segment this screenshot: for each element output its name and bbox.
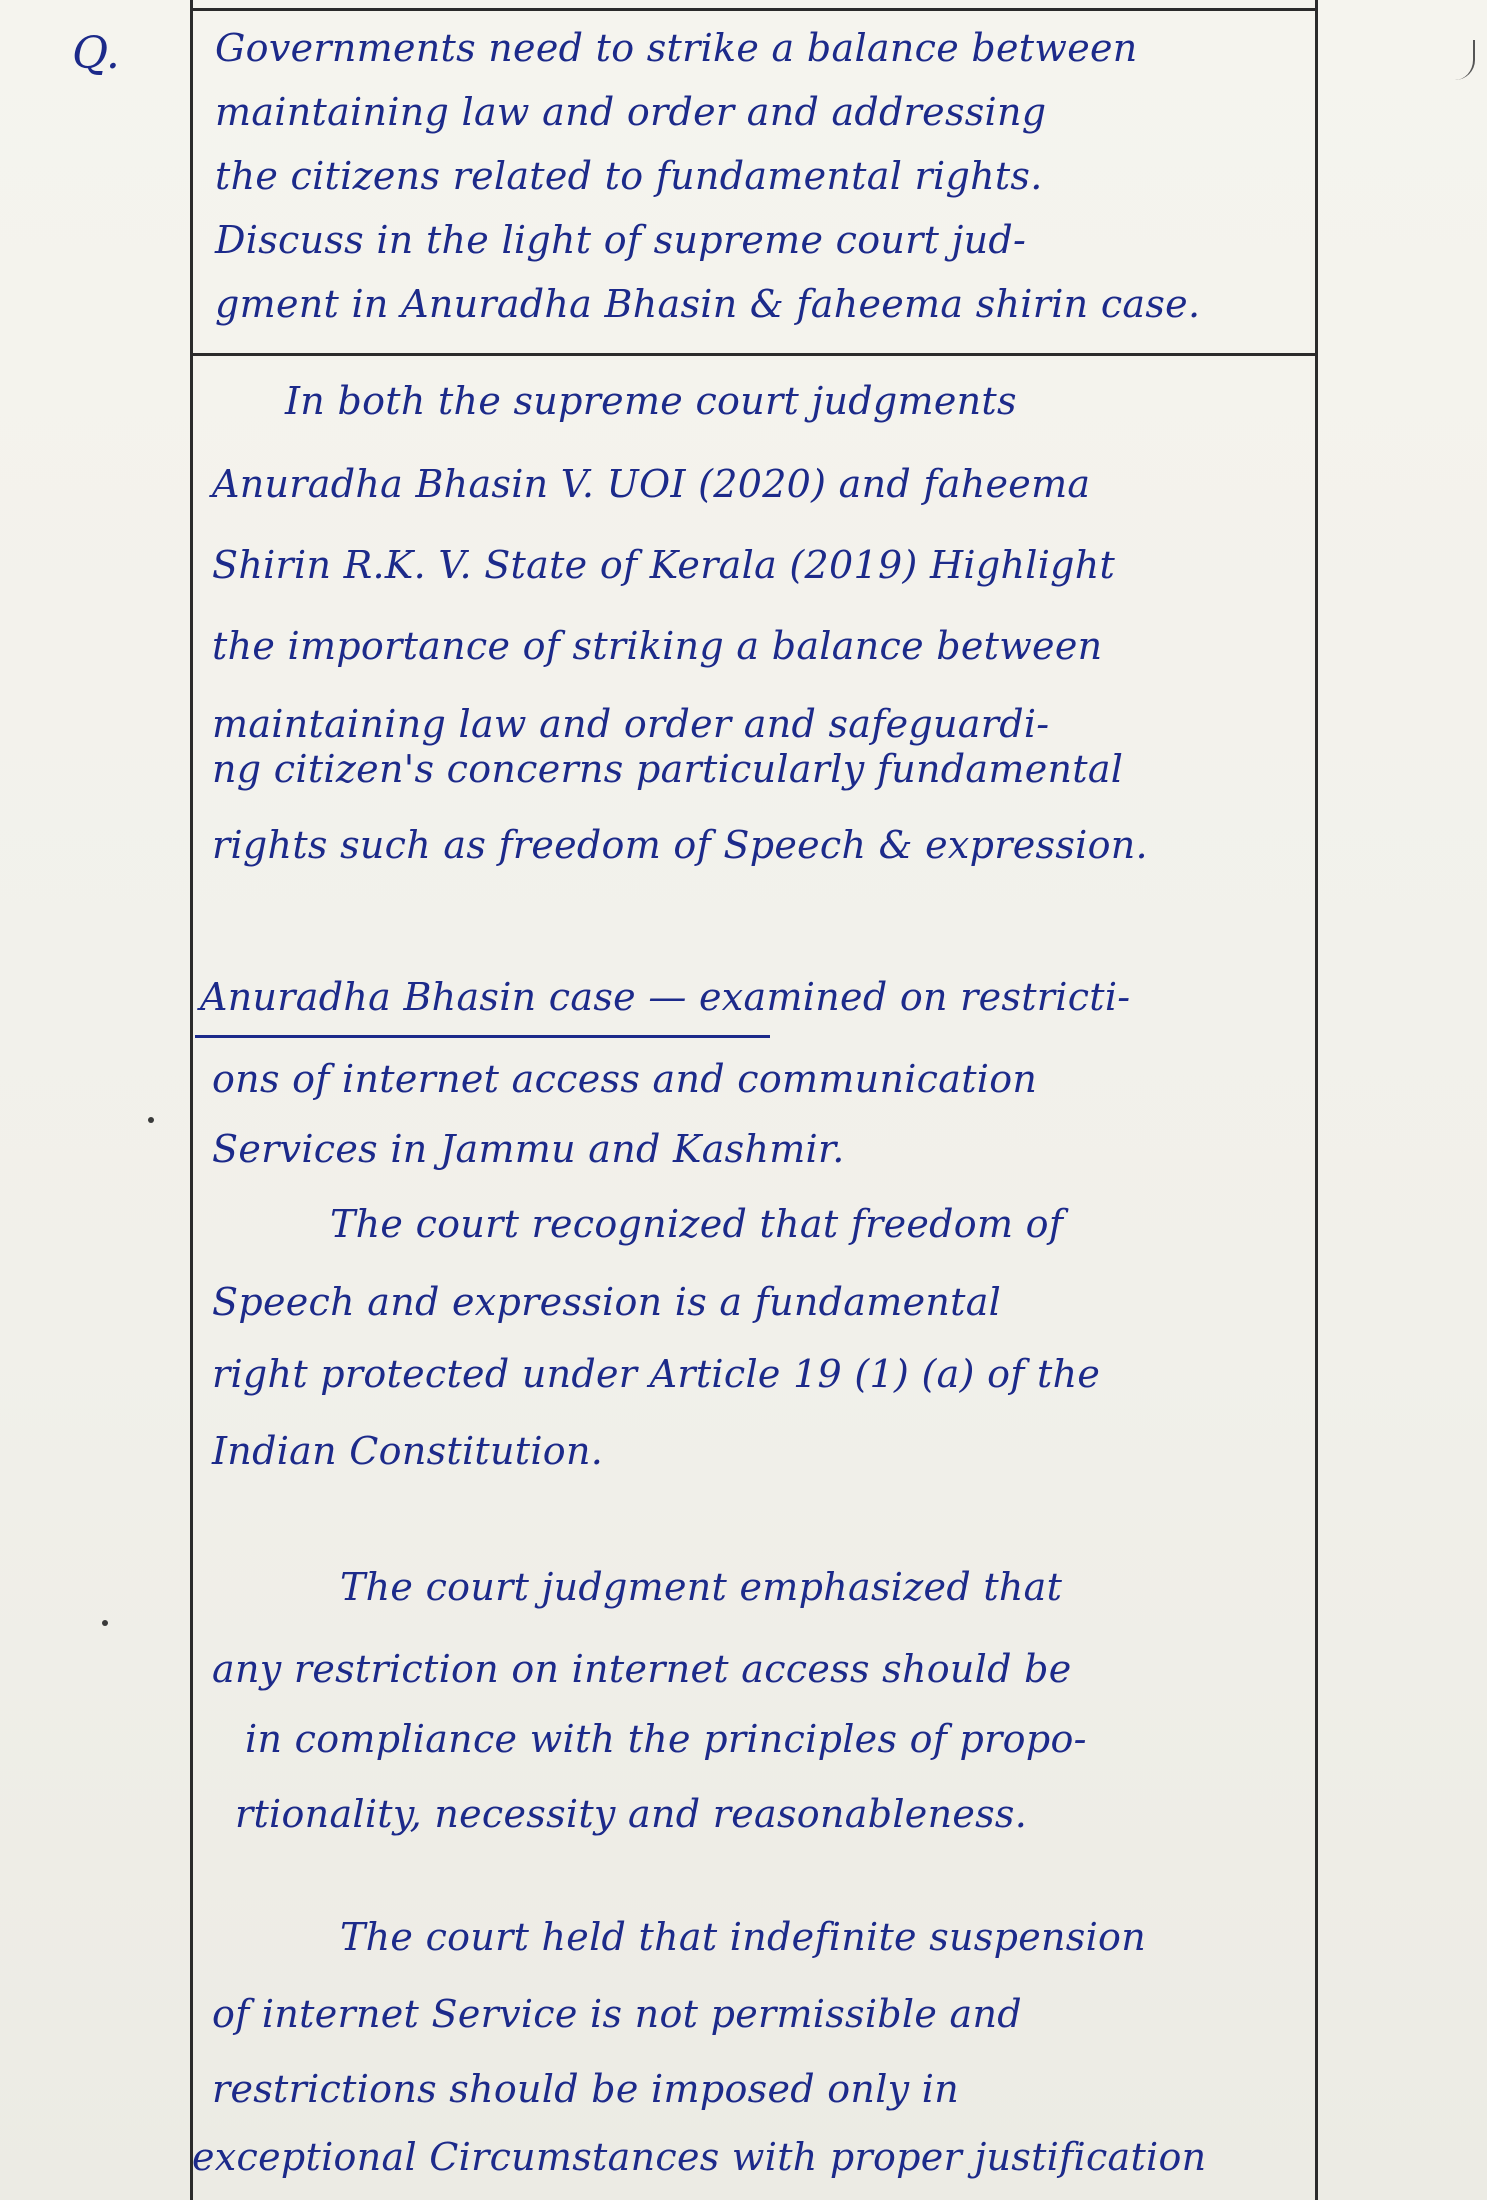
question-label: Q.	[72, 28, 120, 79]
para3-line: The court held that indefinite suspension	[340, 1915, 1146, 1959]
intro-line: In both the supreme court judgments	[285, 379, 1017, 423]
para2-line: in compliance with the principles of propo-	[245, 1717, 1087, 1761]
case-heading: Anuradha Bhasin case	[200, 975, 636, 1019]
question-line: the citizens related to fundamental rights.	[215, 154, 1043, 198]
intro-line: ng citizen's concerns particularly fundamental	[212, 747, 1124, 791]
para1-line: Indian Constitution.	[212, 1429, 604, 1473]
question-line: gment in Anuradha Bhasin & faheema shirin case.	[215, 282, 1201, 326]
case-line: ons of internet access and communication	[212, 1057, 1038, 1101]
case-heading-line	[200, 975, 1131, 1019]
intro-line: Anuradha Bhasin V. UOI (2020) and faheema	[212, 462, 1091, 506]
para1-line: right protected under Article 19 (1) (a) of the	[212, 1352, 1101, 1396]
case-heading-rest: — examined on restricti-	[635, 975, 1131, 1019]
intro-line: maintaining law and order and safeguardi-	[212, 702, 1050, 746]
para1-line: The court recognized that freedom of	[330, 1202, 1064, 1246]
intro-line: the importance of striking a balance between	[212, 624, 1103, 668]
question-box	[193, 8, 1315, 356]
intro-line: rights such as freedom of Speech & expression.	[212, 823, 1148, 867]
question-line: Governments need to strike a balance between	[215, 26, 1138, 70]
case-line: Services in Jammu and Kashmir.	[212, 1127, 845, 1171]
para3-line: restrictions should be imposed only in	[212, 2067, 960, 2111]
intro-line: Shirin R.K. V. State of Kerala (2019) Highlight	[212, 543, 1116, 587]
margin-dot	[148, 1117, 154, 1123]
question-line: maintaining law and order and addressing	[215, 90, 1047, 134]
para3-line: exceptional Circumstances with proper justification	[192, 2135, 1207, 2179]
para2-line: any restriction on internet access should be	[212, 1647, 1072, 1691]
page-edge-mark	[1443, 40, 1475, 80]
para3-line: of internet Service is not permissible and	[212, 1992, 1022, 2036]
para1-line: Speech and expression is a fundamental	[212, 1280, 1002, 1324]
margin-dot	[102, 1620, 108, 1626]
para2-line: rtionality, necessity and reasonableness.	[235, 1792, 1028, 1836]
case-heading-underline	[195, 1035, 770, 1038]
question-line: Discuss in the light of supreme court jud-	[215, 218, 1027, 262]
para2-line: The court judgment emphasized that	[340, 1565, 1063, 1609]
